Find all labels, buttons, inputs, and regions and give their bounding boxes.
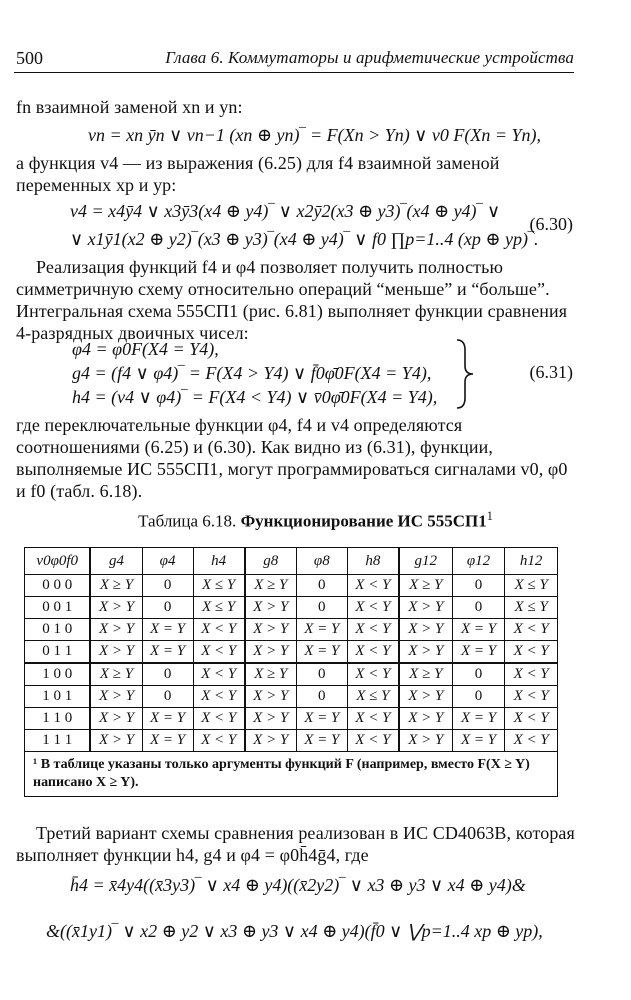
equation-h4bar-line2: &((x̄1y1)‾ ∨ x2 ⊕ y2 ∨ x3 ⊕ y3 ∨ x4 ⊕ y4)(f̄0 ∨ ⋁p=1..4 xp ⊕ yp), [46,921,543,941]
table-row [25,597,558,619]
table-cell: X < Y [347,663,399,686]
table-cell: 0 [142,663,193,686]
page-number: 500 [16,48,43,68]
table-footnote: ¹ В таблице указаны только аргументы функций F (например, вместо F(X ≥ Y) написано X ≥ Y). [25,752,558,797]
table-row [25,730,558,752]
table-cell: X = Y [452,619,505,641]
table-cell: X > Y [245,686,297,708]
table-cell: X > Y [245,730,297,752]
header-h4: h4 [193,548,245,575]
table-cell: X > Y [399,730,452,752]
table-cell: 0 [452,575,505,597]
table-cell: X = Y [142,619,193,641]
table-cell: X = Y [452,641,505,664]
header-h12: h12 [505,548,558,575]
table-cell: X = Y [296,641,347,664]
header-phi8: φ8 [296,548,347,575]
header-inputs: v0φ0f0 [25,548,91,575]
table-cell: X ≥ Y [399,663,452,686]
table-cell: X ≤ Y [193,575,245,597]
header-g12: g12 [399,548,452,575]
table-cell: X < Y [347,597,399,619]
table-cell: X ≥ Y [90,663,142,686]
table-cell: 0 0 1 [25,597,91,619]
table-cell: 1 0 0 [25,663,91,686]
table-cell: X = Y [452,730,505,752]
table-cell: X > Y [90,730,142,752]
table-row [25,686,558,708]
table-cell: X < Y [347,619,399,641]
table-cell: X ≥ Y [90,575,142,597]
table-cell: 0 1 1 [25,641,91,664]
table-cell: X < Y [505,663,558,686]
table-cell: X > Y [399,641,452,664]
table-cell: X = Y [296,708,347,730]
header-g8: g8 [245,548,297,575]
table-cell: X > Y [245,641,297,664]
paragraph-4: где переключательные функции φ4, f4 и v4 определяются соотношениями (6.25) и (6.30). Как видно из (6.31), функции, выполняемые ИС 555СП1, могут программироваться сигналами v0, φ0 и f0 (табл. 6.18). [16,415,568,501]
header-phi4: φ4 [142,548,193,575]
table-cell: X = Y [142,641,193,664]
table-cell: X = Y [142,730,193,752]
table-cell: 0 [296,597,347,619]
equation-number-6-30: (6.30) [529,214,573,234]
table-cell: X > Y [90,708,142,730]
table-cell: X ≥ Y [245,575,297,597]
table-cell: X < Y [347,708,399,730]
table-cell: 0 [452,663,505,686]
paragraph-5: Третий вариант схемы сравнения реализован в ИС CD4063B, которая выполняет функции h4, g4 и φ4 = φ0h̄4ḡ4, где [16,823,575,865]
table-cell: X ≥ Y [399,575,452,597]
table-cell: 0 [142,597,193,619]
table-cell: X < Y [193,641,245,664]
table-cell: 0 0 0 [25,575,91,597]
equation-v4-line2: ∨ x1ȳ1(x2 ⊕ y2)‾(x3 ⊕ y3)‾(x4 ⊕ y4)‾ ∨ f0 ∏p=1..4 (xp ⊕ yp)‾. [70,229,539,249]
table-cell: X > Y [245,597,297,619]
table-cell: X < Y [193,708,245,730]
table-cell: X > Y [90,686,142,708]
table-caption [0,509,631,532]
table-cell: X > Y [399,597,452,619]
table-row [25,619,558,641]
table-cell: X = Y [142,708,193,730]
running-header [14,44,574,73]
table-cell: 0 [452,686,505,708]
table-cell: 0 [142,575,193,597]
table-cell: X > Y [399,686,452,708]
equation-g4: g4 = (f4 ∨ φ4)‾ = F(X4 > Y4) ∨ f̄0φ̄0F(X4 = Y4), [72,363,432,383]
right-brace [455,338,475,410]
table-cell: X ≤ Y [347,686,399,708]
table-cell: X < Y [505,641,558,664]
table-row [25,663,558,686]
table-cell: X < Y [193,619,245,641]
equation-h4: h4 = (v4 ∨ φ4)‾ = F(X4 < Y4) ∨ v̄0φ̄0F(X4 = Y4), [72,387,438,407]
table-cell: X ≤ Y [505,597,558,619]
table-cell: 0 [452,597,505,619]
table-cell: X < Y [193,663,245,686]
table-cell: X < Y [347,575,399,597]
table-cell: X ≥ Y [245,663,297,686]
table-cell: X < Y [347,730,399,752]
table-row [25,641,558,664]
table-cell: 1 1 1 [25,730,91,752]
table-cell: 1 1 0 [25,708,91,730]
header-h8: h8 [347,548,399,575]
table-cell: 1 0 1 [25,686,91,708]
table-cell: X > Y [90,597,142,619]
table-cell: X < Y [505,686,558,708]
table-cell: X < Y [193,686,245,708]
equation-number-6-31: (6.31) [529,362,573,382]
table-cell: X = Y [296,730,347,752]
table-cell: X < Y [347,641,399,664]
table-footnote-row [25,752,558,797]
equation-vn: vn = xn ȳn ∨ vn−1 (xn ⊕ yn)‾ = F(Xn > Yn) ∨ v0 F(Xn = Yn), [88,125,542,145]
table-cell: X > Y [399,708,452,730]
table-header-row [25,548,558,575]
table-cell: X < Y [193,730,245,752]
paragraph-3: Реализация функций f4 и φ4 позволяет получить полностью симметричную схему относительно операций “меньше” и “больше”. Интегральная схема 555СП1 (рис. 6.81) выполняет функции сравнения 4-разрядных двоичных чисел: [16,257,568,343]
table-cell: 0 [142,686,193,708]
equation-v4-line1: v4 = x4ȳ4 ∨ x3ȳ3(x4 ⊕ y4)‾ ∨ x2ȳ2(x3 ⊕ y3)‾(x4 ⊕ y4)‾ ∨ [70,201,501,221]
caption-title: Функционирование ИС 555СП1 [240,511,487,531]
table-cell: X = Y [452,708,505,730]
header-g4: g4 [90,548,142,575]
function-table [24,547,558,797]
table-cell: 0 [296,575,347,597]
table-cell: 0 [296,663,347,686]
caption-footnote-mark: 1 [486,509,493,523]
caption-prefix: Таблица 6.18. [138,511,237,531]
table-cell: X > Y [90,619,142,641]
table-cell: X ≤ Y [505,575,558,597]
chapter-title: Глава 6. Коммутаторы и арифметические устройства [165,48,574,67]
table-cell: X ≤ Y [193,597,245,619]
table-cell: 0 1 0 [25,619,91,641]
table-cell: X > Y [245,619,297,641]
table-cell: X < Y [505,619,558,641]
table-row [25,708,558,730]
table-cell: X > Y [90,641,142,664]
table-cell: X = Y [296,619,347,641]
equation-h4bar-line1: h̄4 = x̄4y4((x̄3y3)‾ ∨ x4 ⊕ y4)((x̄2y2)‾ ∨ x3 ⊕ y3 ∨ x4 ⊕ y4)& [70,875,526,895]
table-cell: 0 [296,686,347,708]
table-cell: X > Y [245,708,297,730]
equation-phi4: φ4 = φ0F(X4 = Y4), [72,339,219,359]
paragraph-1: fn взаимной заменой xn и yn: [16,97,243,117]
paragraph-2: а функция v4 — из выражения (6.25) для f4 взаимной заменой переменных xp и yp: [16,153,500,195]
table-row [25,575,558,597]
table-cell: X > Y [399,619,452,641]
table-cell: X < Y [505,708,558,730]
table-cell: X < Y [505,730,558,752]
header-phi12: φ12 [452,548,505,575]
